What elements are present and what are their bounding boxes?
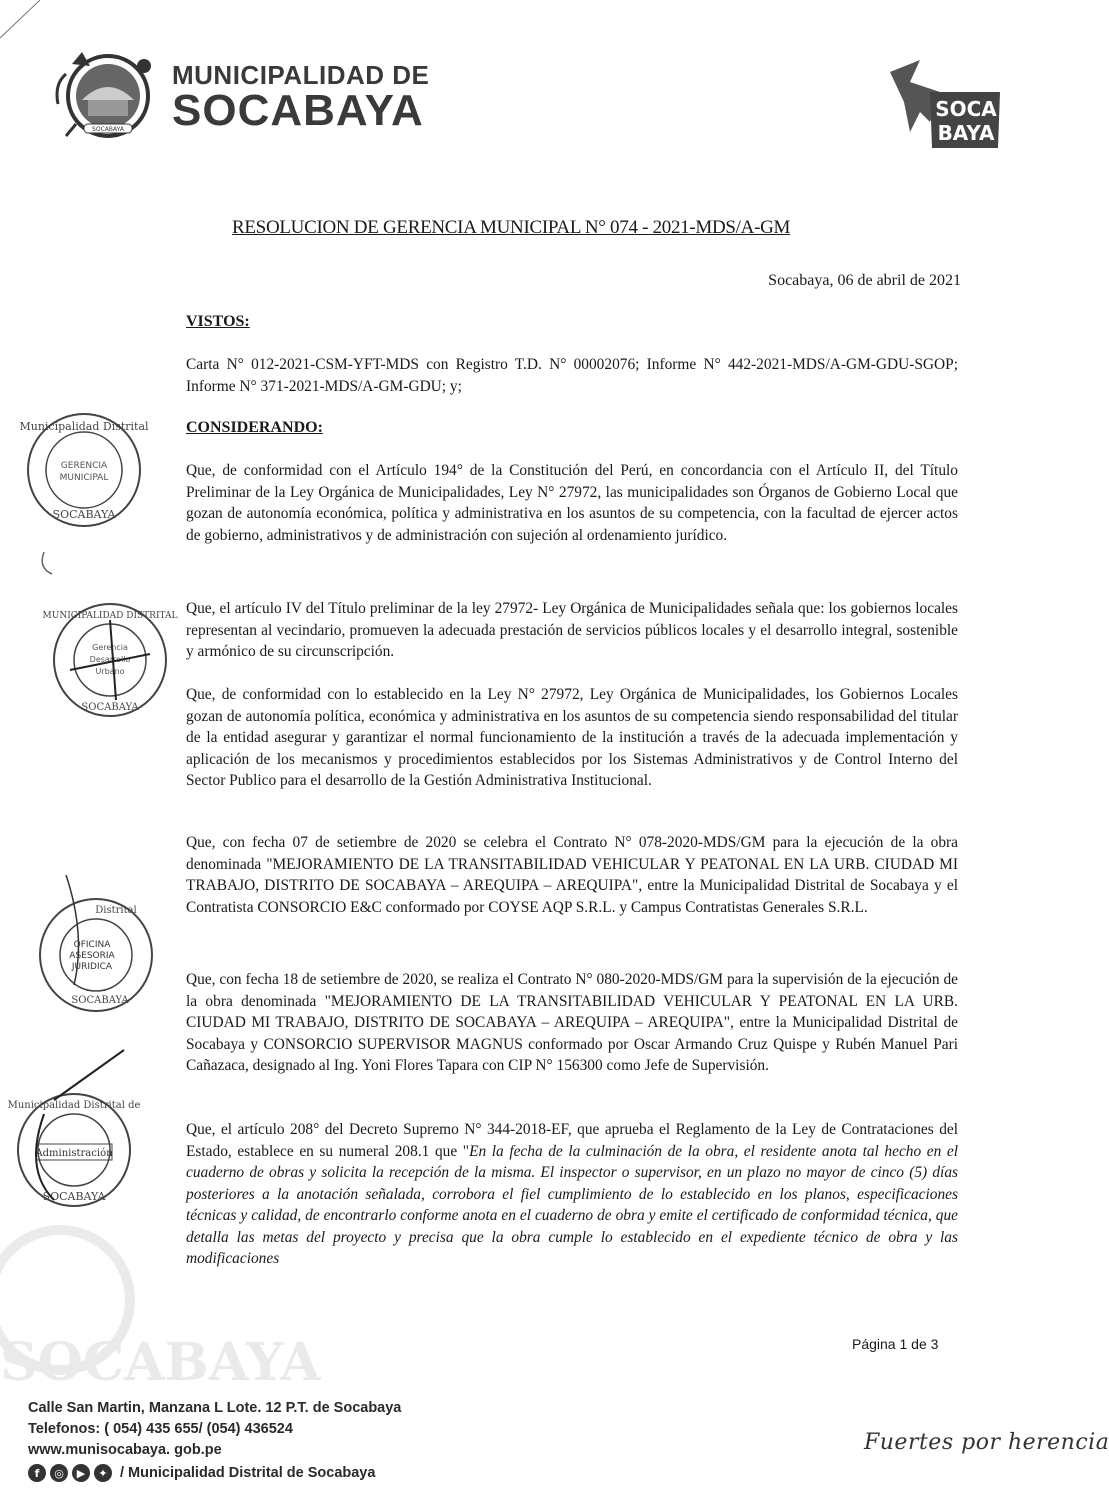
instagram-icon[interactable]: ◎ (50, 1464, 68, 1482)
stamp2-bottom-text: SOCABAYA (81, 702, 139, 713)
paragraph-4: Que, con fecha 07 de setiembre de 2020 se celebra el Contrato N° 078-2020-MDS/GM para la ejecución de la obra denominada "MEJORAMIENTO DE LA TRANSITABILIDAD VEHICULAR Y PEATONAL EN LA URB. CIUDAD MI TRABAJO, DISTRITO DE SOCABAYA – AREQUIPA – AREQUIPA", entre la Municipalidad Distrital de Socabaya y el Contratista CONSORCIO E&C conformado por COYSE AQP S.R.L. y Campus Contratistas Generales S.R.L. (186, 834, 958, 916)
stamp2-center-line1: Gerencia (92, 643, 128, 652)
paragraph-6-quote: En la fecha de la culminación de la obra, el residente anota tal hecho en el cuaderno de obras y solicita la recepción de la misma. El inspector o supervisor, en un plazo no mayor de cinco (5) días posteriores a la anotación señalada, corrobora el fiel cumplimiento de lo establecido en los planos, especificaciones técnicas y calidad, de encontrarlo conforme anota en el cuaderno de obra y emite el certificado de conformidad técnica, que detalla las metas del proyecto y precisa que la obra cumple lo establecido en el expediente técnico de obra y las modificaciones (186, 1142, 958, 1267)
stamp2-center-line3: Urbano (95, 667, 125, 676)
stamp1-ring-text: Municipalidad Distrital (19, 420, 149, 433)
brand-text-line2: BAYA (937, 121, 995, 145)
stamp4-center-text: Administración (35, 1148, 113, 1159)
municipality-name-line2: SOCABAYA (172, 86, 424, 135)
resolution-title: RESOLUCION DE GERENCIA MUNICIPAL N° 074 - 2021-MDS/A-GM (232, 217, 791, 238)
page-number: Página 1 de 3 (852, 1336, 939, 1352)
footer-social-label: / Municipalidad Distrital de Socabaya (120, 1465, 376, 1481)
scan-mark (0, 0, 60, 60)
signature-mark (38, 548, 68, 578)
footer-address: Calle San Martin, Manzana L Lote. 12 P.T. de Socabaya (28, 1400, 402, 1416)
watermark-text: SOCABAYA (0, 1332, 321, 1393)
stamp4-bottom-text: SOCABAYA (42, 1190, 106, 1203)
vistos-text: Carta N° 012-2021-CSM-YFT-MDS con Registro T.D. N° 00002076; Informe N° 442-2021-MDS/A-GM-GDU-SGOP; Informe N° 371-2021-MDS/A-GM-GDU; y; (186, 356, 958, 395)
document-date: Socabaya, 06 de abril de 2021 (768, 272, 961, 289)
stamp3-ring-text: Distrital (95, 905, 137, 916)
paragraph-6 (186, 1119, 958, 1270)
stamp2-center-line2: Desarrollo (89, 655, 131, 664)
stamp1-center-line2: MUNICIPAL (59, 473, 109, 483)
municipality-emblem-icon (52, 44, 164, 144)
facebook-icon[interactable]: f (28, 1464, 46, 1482)
paragraph-2: Que, el artículo IV del Título preliminar de la ley 27972- Ley Orgánica de Municipalidades señala que: los gobiernos locales representan al vecindario, promueven la adecuada prestación de servicios públicos locales y el desarrollo integral, sostenible y armónico de su circunscripción. (186, 600, 958, 660)
stamp3-center-line2: ASESORIA (69, 951, 115, 961)
stamp-gerencia-desarrollo-urbano (42, 600, 178, 720)
stamp4-ring-text: Municipalidad Distrital de (7, 1100, 141, 1111)
socabaya-watermark (0, 1260, 321, 1400)
paragraph-6-lead: Que, el artículo 208° del Decreto Supremo N° 344-2018-EF, que aprueba el Reglamento de la Ley de Contrataciones del Estado, establece en su numeral 208.1 que " (186, 1121, 958, 1160)
stamp3-bottom-text: SOCABAYA (71, 995, 129, 1006)
youtube-icon[interactable]: ▶ (72, 1464, 90, 1482)
paragraph-3: Que, de conformidad con lo establecido en la Ley N° 27972, Ley Orgánica de Municipalidades, los Gobiernos Locales gozan de autonomía política, económica y administrativa en los asuntos de su competencia siendo responsabilidad del titular de la entidad asegurar y garantizar el normal funcionamiento de la institución a través de la adecuada implementación y aplicación de los mecanismos y procedimientos establecidos por los Sistemas Administrativos y de Control Interno del Sector Publico para el desarrollo de la Gestión Administrativa Institucional. (186, 686, 958, 789)
socabaya-brand-logo (880, 52, 1010, 152)
stamp-oficina-asesoria-juridica (36, 895, 156, 1015)
emblem-banner-text: SOCABAYA (92, 126, 124, 133)
considerando-heading: CONSIDERANDO: (186, 419, 323, 436)
stamp2-ring-text: MUNICIPALIDAD DISTRITAL (42, 611, 178, 621)
footer-phones: Telefonos: ( 054) 435 655/ (054) 436524 (28, 1421, 293, 1437)
paragraph-5: Que, con fecha 18 de setiembre de 2020, se realiza el Contrato N° 080-2020-MDS/GM para la supervisión de la ejecución de la obra denominada "MEJORAMIENTO DE LA TRANSITABILIDAD VEHICULAR Y PEATONAL EN LA URB. CIUDAD MI TRABAJO, DISTRITO DE SOCABAYA – AREQUIPA – AREQUIPA", entre la Municipalidad Distrital de Socabaya y CONSORCIO SUPERVISOR MAGNUS conformado por Oscar Armando Cruz Quispe y Rubén Manuel Pari Cañazaca, designado al Ing. Yoni Flores Tapara con CIP N° 156300 como Jefe de Supervisión. (186, 971, 958, 1074)
stamp1-center-line1: GERENCIA (60, 461, 108, 471)
footer-website[interactable]: www.munisocabaya. gob.pe (28, 1442, 222, 1458)
stamp-gerencia-municipal (19, 410, 149, 530)
footer-social-row (28, 1462, 375, 1484)
footer-slogan: Fuertes por herencia (864, 1430, 1109, 1455)
stamp3-center-line3: JURIDICA (71, 962, 113, 972)
stamp3-center-line1: OFICINA (73, 940, 111, 950)
vistos-heading: VISTOS: (186, 313, 250, 330)
stamp1-bottom-text: SOCABAYA (52, 508, 116, 521)
twitter-icon[interactable]: ✦ (94, 1464, 112, 1482)
brand-text-line1: SOCA (935, 97, 997, 121)
municipality-name-line1: MUNICIPALIDAD DE (172, 60, 430, 90)
paragraph-1: Que, de conformidad con el Artículo 194° de la Constitución del Perú, en concordancia con el Artículo II, del Título Preliminar de la Ley Orgánica de Municipalidades, Ley N° 27972, las municipalidades son Órganos de Gobierno Local que gozan de autonomía económica, política y administrativa en los asuntos de su competencia, con la facultad de ejercer actos de gobierno, administrativos y de administración con sujeción al ordenamiento jurídico. (186, 462, 958, 544)
stamp-administracion (7, 1090, 141, 1210)
